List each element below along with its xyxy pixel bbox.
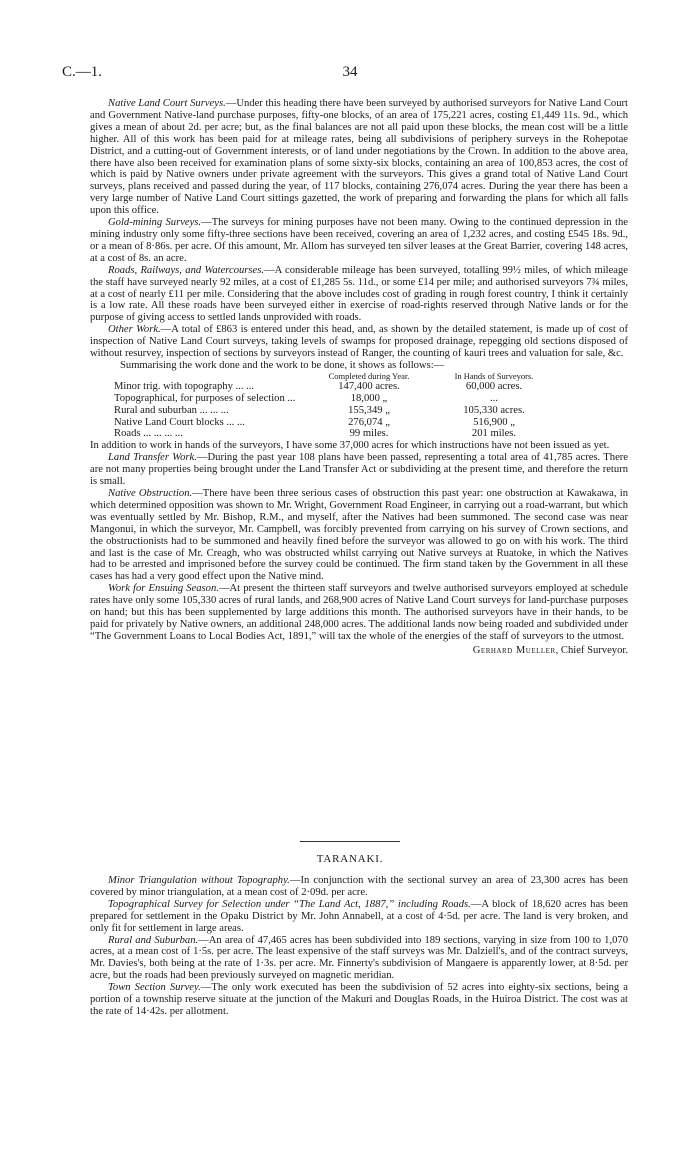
text-topographical-survey: —A block of 18,620 acres has been prepared for settlement in the Opaku District by Mr. John Annabell, at a cost of 4·5d. per acre. The land is very broken, and only fit for settlement in large areas. [90,898,629,934]
row-label: Topographical, for purposes of selection ... [114,392,296,404]
taranaki-report-body [90,875,628,1018]
heading-town-section: Town Section Survey. [108,982,201,994]
text-minor-triangulation: —In conjunction with the sectional survey an area of 23,300 acres has been covered by minor triangulation, at a mean cost of 2·09d. per acre. [90,875,628,898]
paragraph-native-land-court [90,98,628,217]
text-native-land-court: —Under this heading there have been surveyed by authorised surveyors for Native Land Court and Government Native-land purchase purposes, fifty-one blocks, of an area of 175,221 acres, costing £1,449 11s. 9d., which gives a mean of about 2d. per acre; but, as the final balances are not all paid upon these blocks, the mean cost will be a little higher. All of this work has been paid for at mileage rates, being all subdivisions of periphery surveys in the Rohepotae District, and a cutting-out of Government interests, or of land under negotiations by the Crown. In addition to the above area, there have also been received for examination plans of some sixty-six blocks, containing an area of 100,853 acres, the cost of which is paid by Native owners under private agreement with the surveyors. This gives a grand total of Native Land Court surveys, plans received and passed during the year, of 117 blocks, containing 276,074 acres. During the year there has been a very large number of Native Land Court sittings gazetted, the work of preparing and forwarding the plans for which all falls upon this office. [90,98,628,217]
table-row [114,381,569,393]
summary-intro: Summarising the work done and the work to be done, it shows as follows:— [120,359,445,371]
table-row [114,417,569,429]
row-label: Roads ... ... ... ... [114,428,183,440]
paragraph-native-obstruction [90,488,628,583]
auckland-report-body [90,98,628,657]
page-header [62,64,638,84]
heading-roads: Roads, Railways, and Watercourses. [108,264,265,276]
paragraph-town-section [90,982,628,1018]
heading-native-land-court: Native Land Court Surveys. [108,98,226,109]
paragraph-roads [90,265,628,325]
text-ensuing-season: —At present the thirteen staff surveyors and twelve authorised surveyors employed at schedule rates have only some 105,330 acres of rural lands, and 268,900 acres of Native Land Court surveys for land-purchase purposes on hand; but this has been supplemented by large additions this month. The authorised surveyors have in their hands, to be paid for privately by Native owners, an additional 248,000 acres. The additional lands now being roaded and subdivided under “The Government Loans to Local Bodies Act, 1891,” will tax the whole of the energies of the staff of surveyors to the utmost. [90,583,628,642]
page-number: 34 [342,64,358,80]
row-in-hands: 60,000 acres. [465,380,523,392]
paragraph-ensuing-season [90,583,628,643]
signature-name: Gerhard Mueller [472,644,556,656]
summary-table [114,372,569,441]
paragraph-other-work [90,324,628,360]
row-completed: 18,000 „ [350,392,388,404]
heading-gold-mining: Gold-mining Surveys. [108,217,202,229]
heading-topographical-survey: Topographical Survey for Selection under “The Land Act, 1887,” including Roads. [108,898,471,910]
row-completed: 99 miles. [349,428,389,440]
heading-land-transfer: Land Transfer Work. [108,452,197,464]
summary-table-header [114,372,569,381]
table-row [114,393,569,405]
text-land-transfer: —During the past year 108 plans have been passed, representing a total area of 41,785 acres. There are not many properties being brought under the Land Transfer Act or subdividing at the present time, and therefore the return is small. [90,452,629,488]
text-rural-suburban: —An area of 47,465 acres has been subdivided into 189 sections, varying in size from 100 to 1,070 acres, at a mean cost of 1·5s. per acre. The least expensive of the staff surveys was Mr. Dalziell's, and of the contract surveys, Mr. Davies's, both being at the rate of 1·3s. per acre. Mr. Finnerty's subdivision of Mangaere is apparently lower, at 8·5d. per acre, but the roads had been previously surveyed on magnetic meridian. [90,934,628,982]
text-other-work: —A total of £863 is entered under this head, and, as shown by the detailed statement, is made up of cost of inspection of Native Land Court surveys, taking levels of swamps for proposed drainage, repegging old sections disposed of without resurvey, inspection of sections by surveyors instead of Ranger, the counting of kauri trees and valuation for sale, &c. [90,324,628,360]
heading-minor-triangulation: Minor Triangulation without Topography. [108,875,290,886]
heading-rural-suburban: Rural and Suburban. [108,934,199,946]
heading-native-obstruction: Native Obstruction. [108,488,193,499]
paragraph-gold-mining [90,217,628,265]
heading-other-work: Other Work. [108,324,161,336]
text-native-obstruction: —There have been three serious cases of obstruction this past year: one obstruction at Kawakawa, in which determined opposition was shown to Mr. Wright, Government Road Engineer, in carrying out a road-warrant, but which was eventually settled by Mr. Bishop, R.M., and myself, after the Natives had been summoned. The second case was near Mangonui, in which the surveyor, Mr. Campbell, was forcibly prevented from carrying on his survey of Crown sections, and the obstructionists had to be summoned and heavily fined before the surveyor was allowed to go on with his work. The third and last is the case of Mr. Creagh, who was obstructed whilst carrying out Native surveys at Ruatoke, in which the Natives had to be arrested and imprisoned before the survey could be continued. The firm stand taken by the Government in all these cases has had a very good effect upon the Native mind. [90,488,628,583]
row-in-hands: ... [490,392,498,404]
row-label: Native Land Court blocks ... ... [114,416,245,428]
heading-ensuing-season: Work for Ensuing Season. [108,583,219,595]
signature-title: , Chief Surveyor. [555,644,628,656]
table-row [114,405,569,417]
row-completed: 155,349 „ [348,404,390,416]
section-title-taranaki: TARANAKI. [316,853,384,865]
section-divider [300,841,400,842]
row-in-hands: 201 miles. [471,428,517,440]
row-label: Minor trig. with topography ... ... [114,380,255,392]
row-completed: 147,400 acres. [338,380,400,392]
paragraph-rural-suburban [90,935,628,983]
column-in-hands: In Hands of Surveyors. [454,370,534,381]
column-completed: Completed during Year. [328,370,410,381]
table-row [114,428,569,440]
paragraph-additional-work: In addition to work in hands of the surveyors, I have some 37,000 acres for which instructions have not been issued as yet. [90,440,610,452]
document-reference: C.—1. [62,64,103,80]
signature [90,645,628,657]
text-gold-mining: —The surveys for mining purposes have not been many. Owing to the continued depression in the mining industry only some fifty-three sections have been received, covering an area of 1,232 acres, and costing £545 18s. 9d., or a mean of 8·86s. per acre. Of this amount, Mr. Allom has surveyed ten silver leases at the Great Barrier, covering 148 acres, at a cost of 8s. an acre. [90,217,628,264]
row-in-hands: 105,330 acres. [463,404,525,416]
paragraph-land-transfer [90,452,628,488]
text-town-section: —The only work executed has been the subdivision of 52 acres into eighty-six sections, being a portion of a township reserve situate at the junction of the Makuri and Douglas Roads, in the Huiroa District. The cost was at the rate of 14·42s. per allotment. [90,982,628,1017]
row-in-hands: 516,900 „ [473,416,515,428]
row-completed: 276,074 „ [348,416,390,428]
paragraph-minor-triangulation [90,875,628,899]
text-roads: —A considerable mileage has been surveyed, totalling 99½ miles, of which mileage the staff have surveyed nearly 92 miles, at a cost of £1,285 5s. 11d., or some £14 per mile; and authorised surveyors 7¾ miles, at a cost of nearly £11 per mile. Considering that the above includes cost of grading in rough forest country, I think it certainly is a low rate. All these roads have been surveyed either in exercise of road-rights reserved through Native lands or for the purpose of giving access to settled lands unprovided with roads. [90,264,629,324]
paragraph-topographical-survey [90,899,628,935]
row-label: Rural and suburban ... ... ... [114,404,229,416]
